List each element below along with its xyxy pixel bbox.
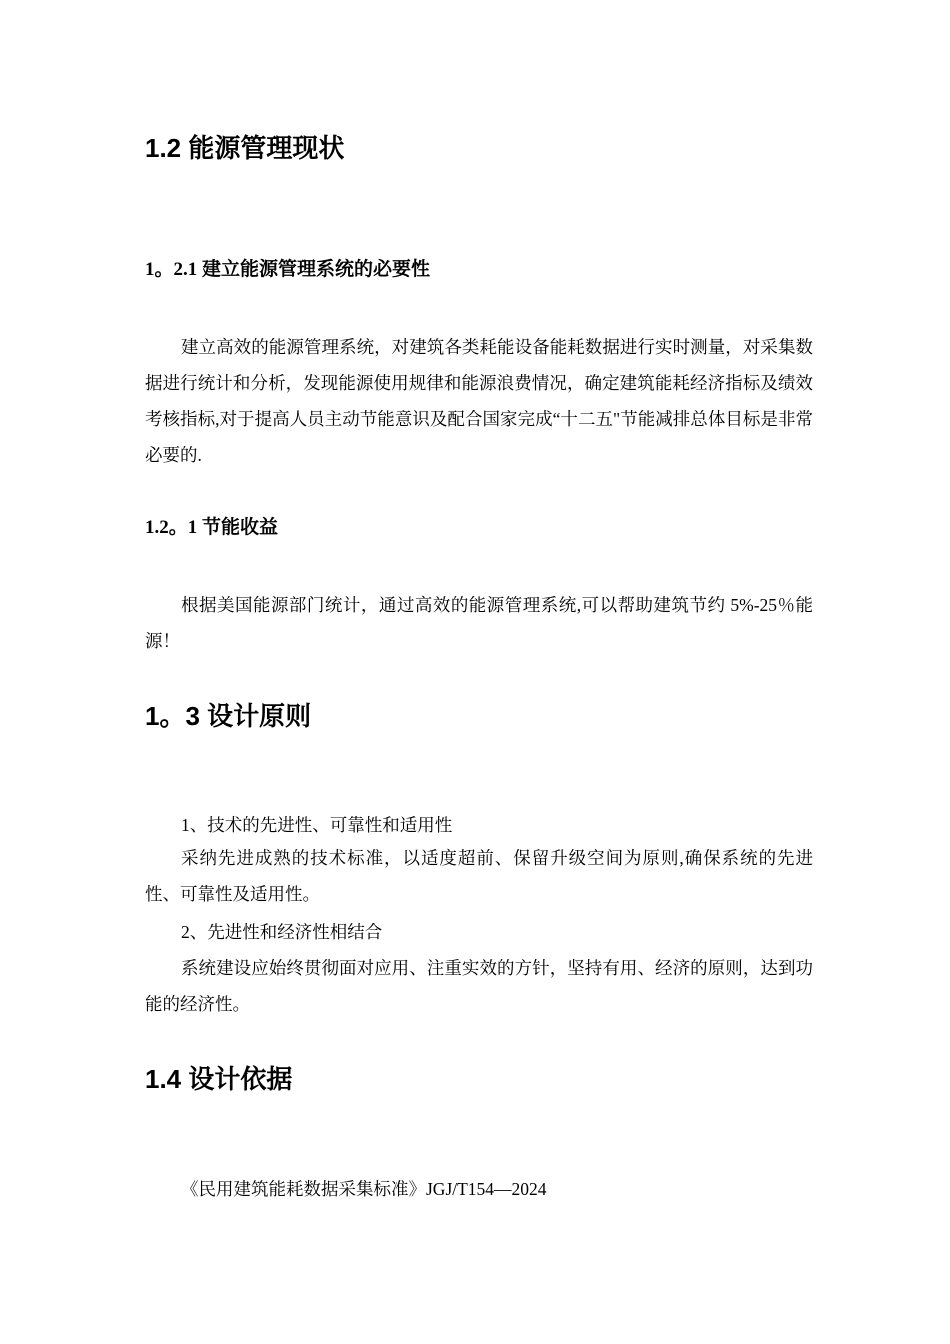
heading-1-4-design-basis: 1.4 设计依据: [145, 1064, 293, 1094]
principle-2-text: 系统建设应始终贯彻面对应用、注重实效的方针，坚持有用、经济的原则，达到功能的经济性。: [145, 958, 813, 1014]
heading-1-3-design-principles: 1。3 设计原则: [145, 701, 312, 731]
paragraph-necessity: 建立高效的能源管理系统，对建筑各类耗能设备能耗数据进行实时测量，对采集数据进行统计和分析，发现能源使用规律和能源浪费情况，确定建筑能耗经济指标及绩效考核指标,对于提高人员主动节能意识及配合国家完成“十二五"节能减排总体目标是非常必要的.: [145, 337, 813, 465]
paragraph-energy-savings: 根据美国能源部门统计，通过高效的能源管理系统,可以帮助建筑节约 5%-25％能源！: [145, 595, 813, 651]
reference-standard: 《民用建筑能耗数据采集标准》JGJ/T154—2024: [181, 1179, 547, 1199]
heading-1-2-1-energy-savings: 1.2。1 节能收益: [145, 517, 279, 538]
heading-1-2-energy-management-status: 1.2 能源管理现状: [145, 133, 345, 163]
principle-1-text: 采纳先进成熟的技术标准，以适度超前、保留升级空间为原则,确保系统的先进性、可靠性及适用性。: [145, 848, 813, 904]
principle-1-title: 1、技术的先进性、可靠性和适用性: [181, 815, 453, 835]
principle-2-title: 2、先进性和经济性相结合: [181, 922, 383, 942]
heading-1-2-1-necessity: 1。2.1 建立能源管理系统的必要性: [145, 259, 431, 280]
